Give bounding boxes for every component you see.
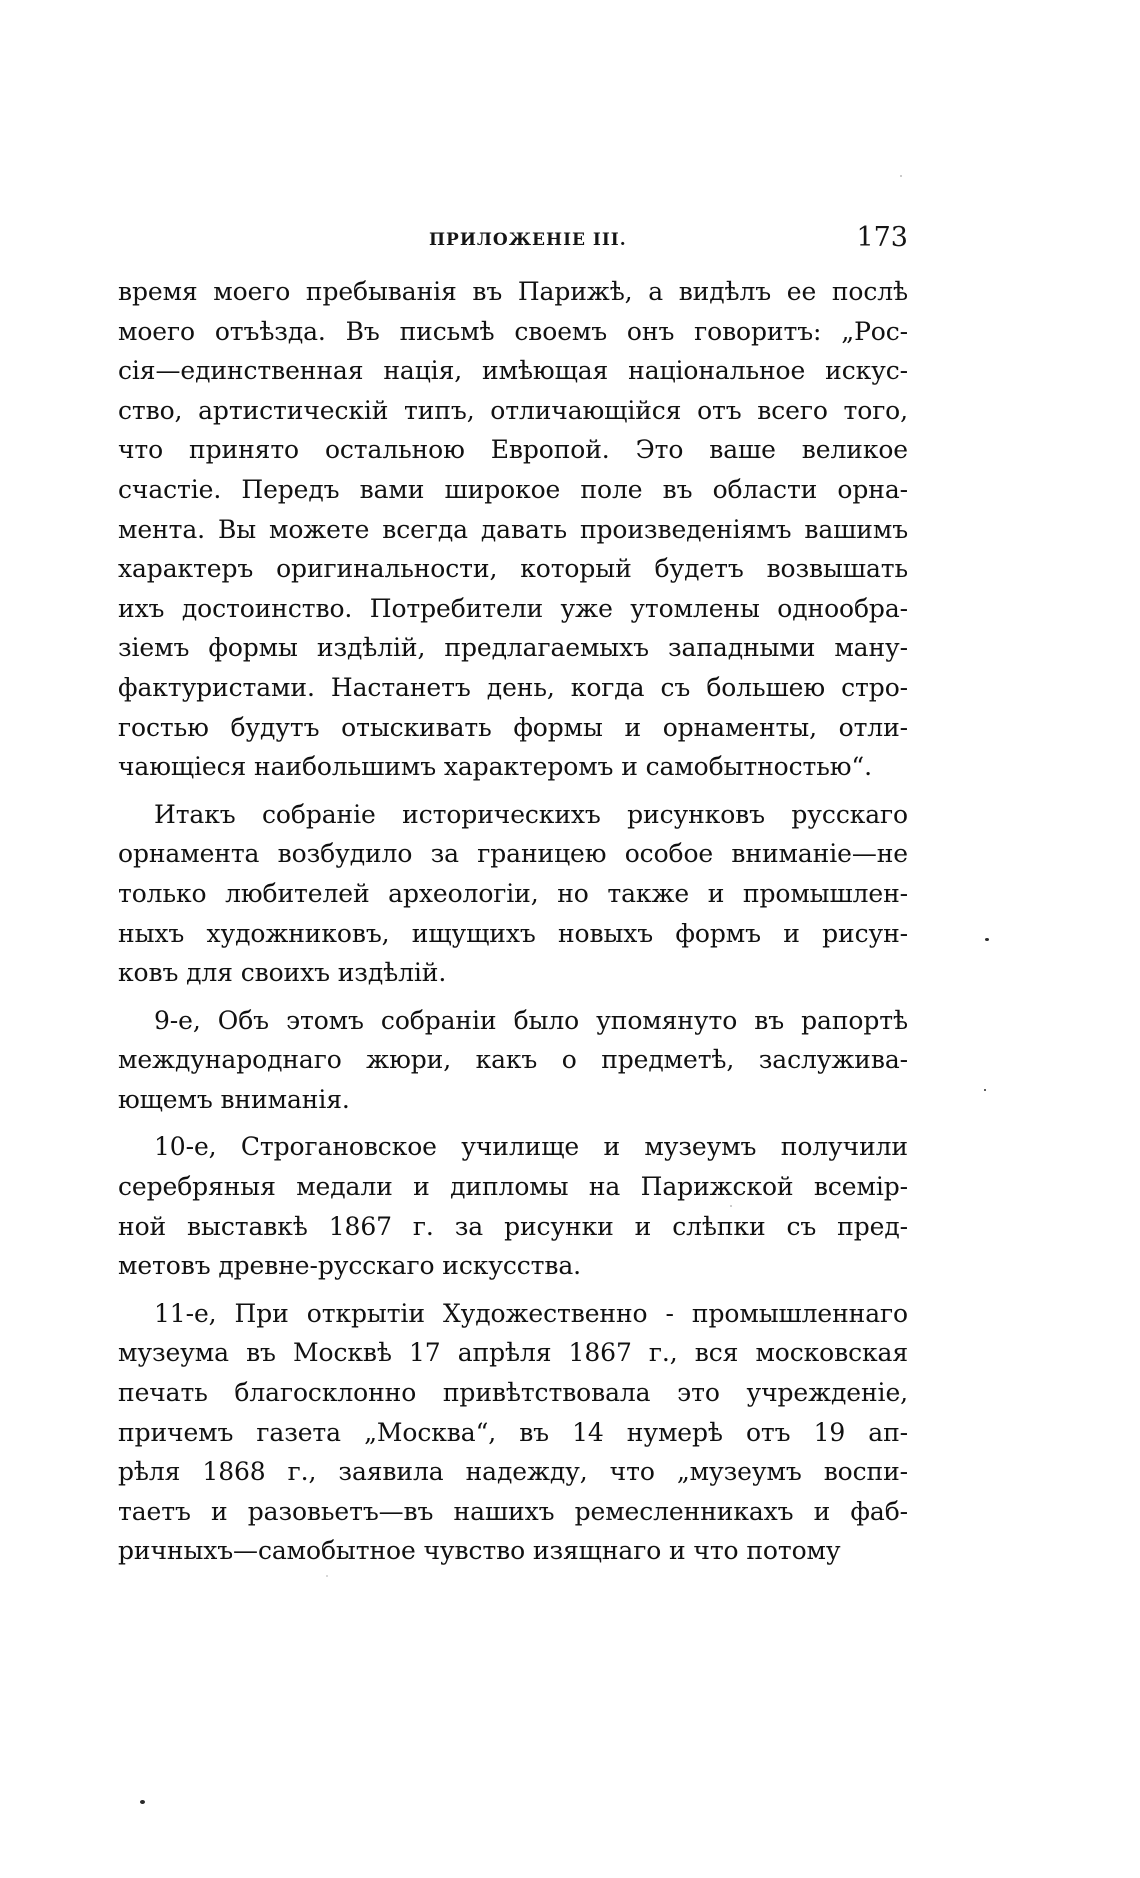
text-line: международнаго жюри, какъ о предметѣ, заслужива- <box>118 1045 908 1075</box>
paragraph <box>118 272 908 787</box>
print-speck <box>985 938 989 941</box>
paragraph <box>118 1001 908 1120</box>
text-line: ство, артистическій типъ, отличающійся отъ всего того, <box>118 395 908 425</box>
text-line: ковъ для своихъ издѣлій. <box>118 958 447 988</box>
text-line: музеума въ Москвѣ 17 апрѣля 1867 г., вся московская <box>118 1338 908 1368</box>
text-line: характеръ оригинальности, который будетъ возвышать <box>118 554 908 584</box>
text-line: Итакъ собраніе историческихъ рисунковъ русскаго <box>154 799 908 829</box>
text-line: чающіеся наибольшимъ характеромъ и самобытностью“. <box>118 752 872 782</box>
paragraph <box>118 1127 908 1285</box>
text-line: ной выставкѣ 1867 г. за рисунки и слѣпки съ пред- <box>118 1211 908 1241</box>
text-line: рѣля 1868 г., заявила надежду, что „музеумъ воспи- <box>118 1457 908 1487</box>
running-title: ПРИЛОЖЕНІЕ III. <box>429 230 627 250</box>
text-line: счастіе. Передъ вами широкое поле въ области орна- <box>118 474 908 504</box>
text-line: сія—единственная нація, имѣющая національное искус- <box>118 356 908 386</box>
text-line: 10-е, Строгановское училище и музеумъ получили <box>154 1132 908 1162</box>
print-speck <box>140 1800 145 1804</box>
print-speck <box>984 1089 986 1091</box>
text-line: серебряныя медали и дипломы на Парижской всемір- <box>118 1172 908 1202</box>
text-line: что принято остальною Европой. Это ваше великое <box>118 435 908 465</box>
body-text <box>118 272 908 1579</box>
text-line: моего отъѣзда. Въ письмѣ своемъ онъ говоритъ: „Рос- <box>118 316 908 346</box>
text-line: метовъ древне-русскаго искусства. <box>118 1251 582 1281</box>
text-line: таетъ и разовьетъ—въ нашихъ ремесленникахъ и фаб- <box>118 1496 908 1526</box>
text-line: фактуристами. Настанетъ день, когда съ большею стро- <box>118 672 908 702</box>
text-line: зіемъ формы издѣлій, предлагаемыхъ западными ману- <box>118 633 908 663</box>
text-line: ихъ достоинство. Потребители уже утомлены однообра- <box>118 593 908 623</box>
text-line: причемъ газета „Москва“, въ 14 нумерѣ отъ 19 ап- <box>118 1417 908 1447</box>
text-line: время моего пребыванія въ Парижѣ, а видѣлъ ее послѣ <box>118 277 908 306</box>
paragraph <box>118 1294 908 1571</box>
text-line: ющемъ вниманія. <box>118 1084 350 1114</box>
text-line: ричныхъ—самобытное чувство изящнаго и что потому <box>118 1536 841 1566</box>
text-line: мента. Вы можете всегда давать произведеніямъ вашимъ <box>118 514 908 544</box>
page-number: 173 <box>856 222 908 253</box>
text-line: 11-е, При открытіи Художественно - промышленнаго <box>154 1298 908 1328</box>
text-line: только любителей археологіи, но также и промышлен- <box>118 878 908 908</box>
print-speck <box>326 1575 328 1577</box>
text-line: ныхъ художниковъ, ищущихъ новыхъ формъ и рисун- <box>118 918 908 948</box>
print-speck <box>900 175 902 177</box>
text-line: гостью будутъ отыскивать формы и орнаменты, отли- <box>118 712 908 742</box>
text-line: печать благосклонно привѣтствовала это учрежденіе, <box>118 1378 908 1408</box>
paragraph <box>118 795 908 993</box>
text-line: 9-е, Объ этомъ собраніи было упомянуто въ рапортѣ <box>154 1005 908 1035</box>
running-header <box>118 218 908 258</box>
print-speck <box>730 1205 732 1207</box>
text-line: орнамента возбудило за границею особое вниманіе—не <box>118 839 908 869</box>
